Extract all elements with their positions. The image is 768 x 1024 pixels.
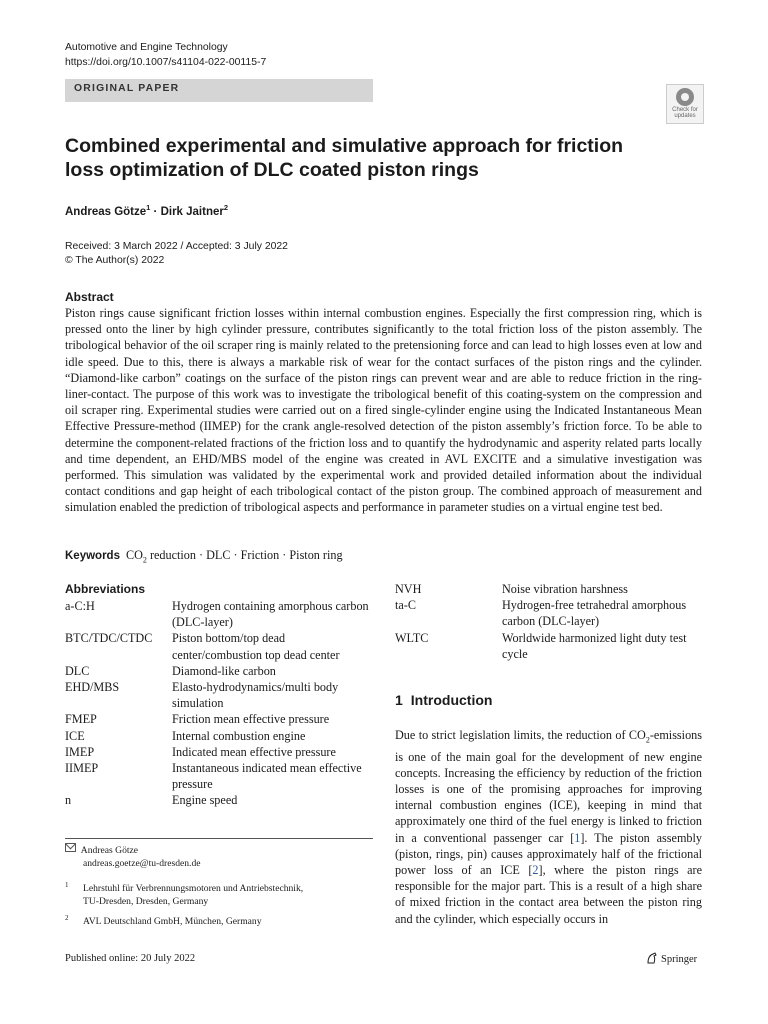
affiliation-line: Lehrstuhl für Verbrennungsmotoren und Antriebstechnik, (83, 883, 304, 894)
published-online: Published online: 20 July 2022 (65, 953, 196, 964)
copyright: © The Author(s) 2022 (65, 255, 165, 266)
abbreviation-term: FMEP (65, 712, 97, 727)
affiliation-number: 2 (65, 914, 69, 922)
abbreviation-term: ICE (65, 728, 85, 743)
abbreviation-term: DLC (65, 663, 90, 678)
correspondence-block (65, 843, 201, 870)
abbreviation-definition: Noise vibration harshness (502, 582, 628, 596)
abbreviation-row (395, 597, 702, 629)
abstract-heading: Abstract (65, 290, 114, 304)
keyword-list: reduction · DLC · Friction · Piston ring (146, 548, 343, 562)
abbreviation-row (65, 630, 372, 662)
intro-text-part: -emissions is one of the main goal for the development of new engine concepts. Increasing the efficiency by reduction of the friction losses is one of the promising approaches for improving internal combustion engines (ICE), keeping in mind that approximately one third of the fuel energy is linked to friction in a conventional passenger car [ (395, 728, 702, 845)
abbreviation-definition: Elasto-hydrodynamics/multi body simulation (172, 680, 339, 711)
check-for-updates-badge[interactable] (666, 84, 704, 124)
affiliation-2 (65, 915, 262, 928)
abbreviation-term: WLTC (395, 630, 429, 645)
envelope-icon (65, 843, 76, 852)
affiliation-line: TU-Dresden, Dresden, Germany (83, 896, 209, 907)
abbreviation-row (395, 630, 702, 662)
correspondence-name: Andreas Götze (80, 845, 139, 856)
abbreviations-list-left (65, 598, 372, 809)
author-affiliation-mark: 2 (223, 203, 229, 212)
check-updates-icon (676, 88, 694, 106)
section-number: 1 (395, 692, 403, 708)
abbreviation-definition: Internal combustion engine (172, 728, 306, 743)
abbreviations-heading: Abbreviations (65, 582, 146, 596)
abbreviation-definition: Hydrogen-free tetrahedral amorphous carbon (DLC-layer) (502, 598, 687, 629)
intro-co2-subscript: 2 (645, 735, 650, 745)
abbreviation-row (65, 760, 372, 792)
abbreviation-row (65, 598, 372, 630)
affiliation-number: 1 (65, 881, 69, 889)
abbreviation-definition: Friction mean effective pressure (172, 712, 330, 727)
journal-name: Automotive and Engine Technology (65, 42, 228, 53)
author-name: Dirk Jaitner (160, 205, 224, 218)
reference-link[interactable]: 1 (574, 830, 581, 845)
intro-text-part: Due to strict legislation limits, the reduction of (395, 728, 629, 742)
abbreviation-term: n (65, 793, 72, 808)
check-updates-text: Check for updates (672, 107, 698, 119)
abbreviation-term: ta-C (395, 598, 416, 613)
abbreviations-list-right (395, 581, 702, 662)
abbreviation-definition: Diamond-like carbon (172, 663, 276, 678)
keywords (65, 548, 343, 564)
author-name: Andreas Götze (65, 205, 147, 218)
abbreviation-row (65, 728, 372, 744)
abbreviation-row (395, 581, 702, 597)
publisher-logo (646, 952, 697, 965)
affiliation-1 (65, 882, 303, 908)
paper-title: Combined experimental and simulative approach for friction loss optimization of DLC coated piston rings (65, 135, 624, 181)
abbreviation-term: EHD/MBS (65, 680, 120, 695)
affiliation-line: AVL Deutschland GmbH, München, Germany (83, 916, 262, 927)
publisher-name: Springer (661, 954, 698, 965)
section-heading-introduction (395, 692, 492, 708)
article-dates (65, 240, 288, 268)
abstract-text: Piston rings cause significant friction losses within internal combustion engines. Especially the first compression ring, which is pressed onto the liner by high cylinder pressure, contributes significantly to the total friction loss of the piston assembly. The tribological behavior of the oil scraper ring is mainly related to the pretensioning force and can lead to high losses even at low and idle speed. Due to this, there is always a markable risk of wear for the contact surfaces of the piston rings and the cylinder. “Diamond-like carbon” coatings on the surface of the piston rings can prevent wear and are able to reduce friction in the ring-liner-contact. The purpose of this work was to investigate the tribological benefit of this coating-system on the compression and oil scraper ring. Experimental studies were carried out on a fired single-cylinder engine using the Indicated Instantaneous Mean Effective Pressure-method (IIMEP) for the crank angle-resolved detection of the piston assembly’s friction force. To be able to determine the component-related fractions of the friction loss and to quantify the hydrodynamic and asperity related parts locally and time dependent, an EHD/MBS model of the engine was created in AVL EXCITE and a simulative investigation was performed. This simulation was validated by the experimental work and provided detailed information about the individual contact conditions and gap height of each tribological contact of the piston group. The combined approach of measurement and simulation enabled the prediction of tribological aspects and performance in parameter studies on a virtual engine test bed. (65, 306, 702, 515)
footnote-divider (65, 838, 373, 839)
abbreviation-term: BTC/TDC/CTDC (65, 631, 153, 646)
abbreviation-definition: Instantaneous indicated mean effective pressure (172, 761, 362, 792)
correspondence-email[interactable]: andreas.goetze@tu-dresden.de (83, 858, 201, 869)
abbreviation-definition: Indicated mean effective pressure (172, 744, 336, 759)
abbreviation-row (65, 679, 372, 711)
reference-link[interactable]: 2 (532, 863, 539, 878)
keyword-co2: CO (125, 548, 143, 562)
abbreviation-row (65, 792, 372, 808)
paper-type-label: ORIGINAL PAPER (74, 83, 180, 94)
section-title: Introduction (410, 692, 493, 708)
doi-link[interactable]: https://doi.org/10.1007/s41104-022-00115-7 (65, 57, 267, 68)
abbreviation-definition: Hydrogen containing amorphous carbon (DLC-layer) (172, 599, 369, 630)
introduction-text (395, 727, 702, 927)
abbreviation-term: IMEP (65, 744, 95, 759)
intro-text-part: ], where the piston rings are responsible for the major part. This is a result of a high share of mixed friction in the contact area between the piston ring and the cylinder, which especially occurs in (395, 863, 702, 926)
keywords-label: Keywords (65, 550, 120, 562)
abbreviation-definition: Engine speed (172, 793, 238, 808)
abbreviation-definition: Worldwide harmonized light duty test cycle (502, 630, 687, 661)
abbreviation-term: NVH (395, 582, 422, 596)
abbreviation-row (65, 663, 372, 679)
paper-type-banner (65, 79, 373, 102)
intro-co2: CO (628, 728, 646, 742)
received-accepted: Received: 3 March 2022 / Accepted: 3 July 2022 (65, 241, 288, 252)
author-separator: · (150, 205, 161, 218)
journal-header (65, 40, 266, 70)
abbreviation-definition: Piston bottom/top dead center/combustion top dead center (172, 631, 340, 662)
intro-text-part: ]. The piston assembly (piston, rings, pin) causes approximately half of the frictional power loss of an ICE [ (395, 830, 703, 878)
abbreviation-term: a-C:H (65, 599, 95, 613)
abbreviation-term: IIMEP (65, 761, 99, 776)
springer-horse-icon (646, 952, 658, 964)
author-list (65, 203, 228, 218)
keyword-co2-subscript: 2 (142, 555, 147, 565)
author-affiliation-mark: 1 (146, 203, 151, 212)
abbreviation-row (65, 711, 372, 727)
abbreviation-row (65, 744, 372, 760)
